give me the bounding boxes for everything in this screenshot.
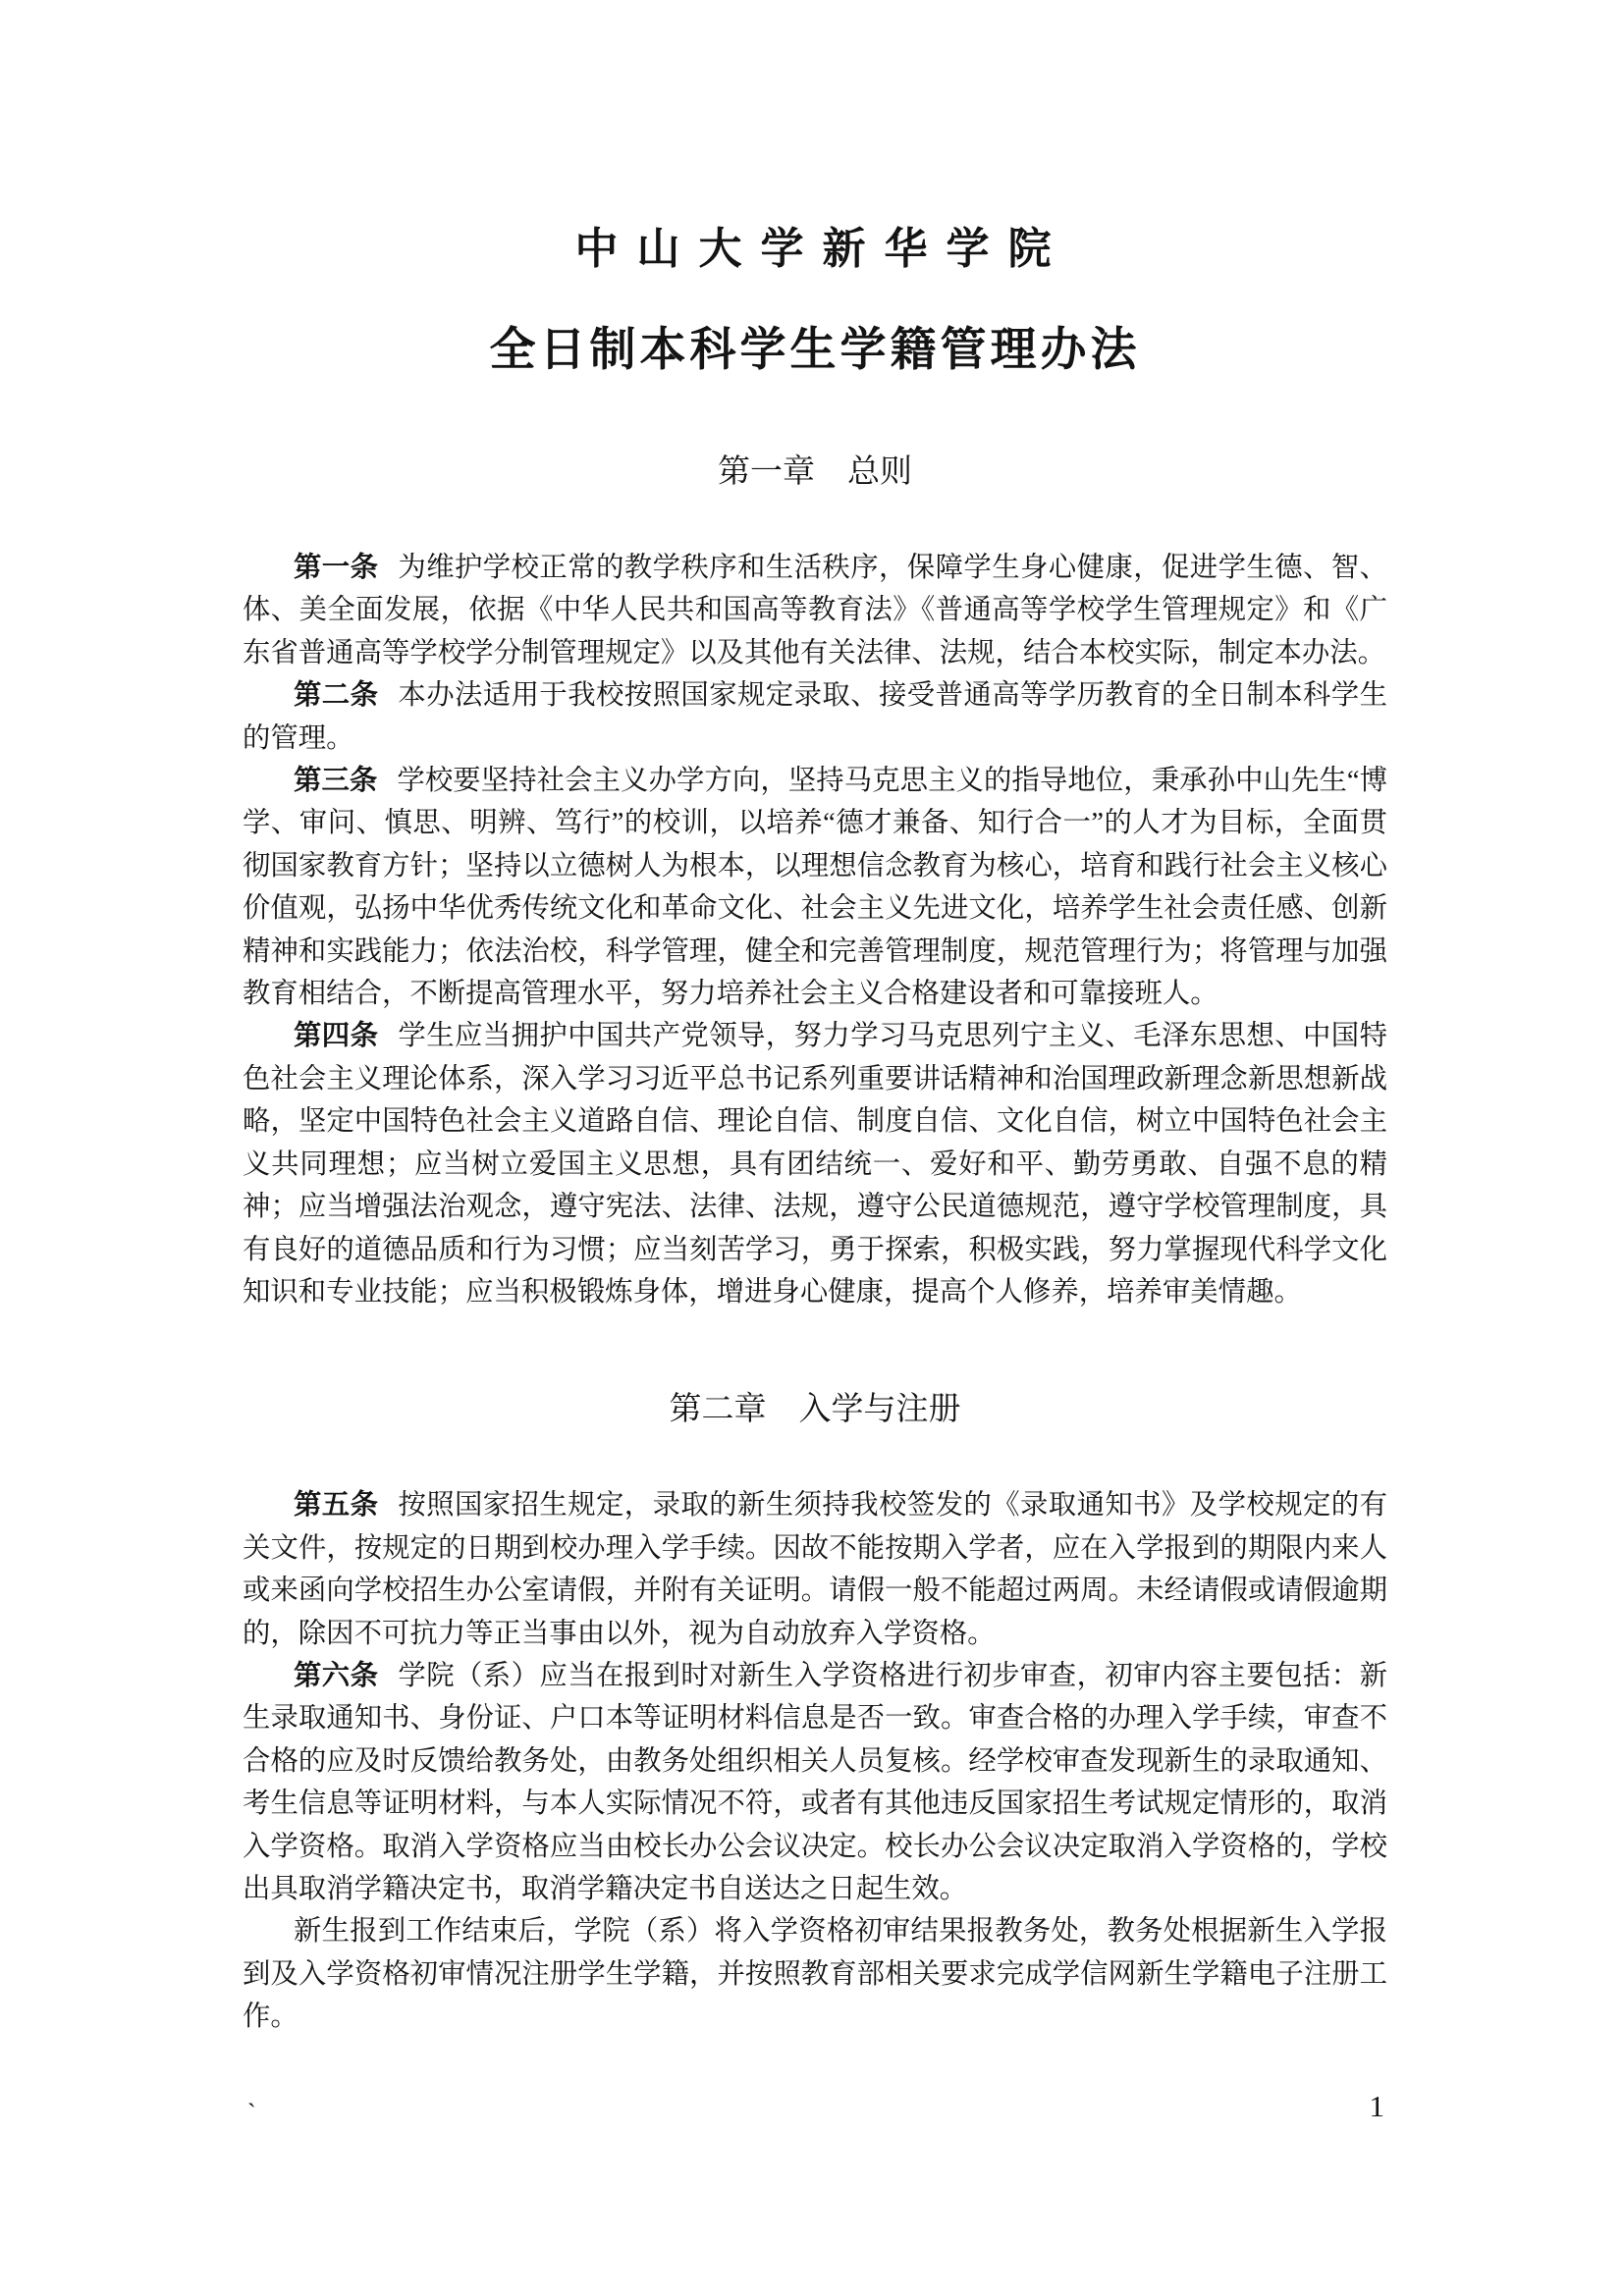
article-1 [243, 547, 1387, 674]
article-5-text: 按照国家招生规定，录取的新生须持我校签发的《录取通知书》及学校规定的有关文件，按规定的日期到校办理入学手续。因故不能按期入学者，应在入学报到的期限内来人或来函向学校招生办公室请假，并附有关证明。请假一般不能超过两周。未经请假或请假逾期的，除因不可抗力等正当事由以外，视为自动放弃入学资格。 [243, 1490, 1387, 1649]
article-2-label: 第二条 [294, 680, 379, 712]
article-3 [243, 760, 1387, 1015]
article-2 [243, 674, 1387, 760]
article-5-label: 第五条 [294, 1490, 379, 1522]
article-7-text: 新生报到工作结束后，学院（系）将入学资格初审结果报教务处，教务处根据新生入学报到及入学资格初审情况注册学生学籍，并按照教育部相关要求完成学信网新生学籍电子注册工作。 [243, 1916, 1387, 2033]
article-7 [243, 1910, 1387, 2038]
article-4-label: 第四条 [294, 1021, 379, 1052]
article-1-label: 第一条 [294, 553, 379, 583]
document-content [243, 0, 1387, 2039]
document-subtitle: 全日制本科学生学籍管理办法 [489, 323, 1141, 375]
article-3-label: 第三条 [294, 766, 378, 797]
article-1-text: 为维护学校正常的教学秩序和生活秩序，保障学生身心健康，促进学生德、智、体、美全面发展，依据《中华人民共和国高等教育法》《普通高等学校学生管理规定》和《广东省普通高等学校学分制管理规定》以及其他有关法律、法规，结合本校实际，制定本办法。 [243, 553, 1387, 668]
chapter-1-heading: 第一章 总则 [718, 454, 912, 490]
page-number: 1 [1369, 2089, 1384, 2123]
stray-scan-mark: ` [247, 2099, 256, 2127]
article-5 [243, 1484, 1387, 1655]
article-4-text: 学生应当拥护中国共产党领导，努力学习马克思列宁主义、毛泽东思想、中国特色社会主义理论体系，深入学习习近平总书记系列重要讲话精神和治国理政新理念新思想新战略，坚定中国特色社会主义道路自信、理论自信、制度自信、文化自信，树立中国特色社会主义共同理想；应当树立爱国主义思想，具有团结统一、爱好和平、勤劳勇敢、自强不息的精神；应当增强法治观念，遵守宪法、法律、法规，遵守公民道德规范，遵守学校管理制度，具有良好的道德品质和行为习惯；应当刻苦学习，勇于探索，积极实践，努力掌握现代科学文化知识和专业技能；应当积极锻炼身体，增进身心健康，提高个人修养，培养审美情趣。 [243, 1021, 1387, 1308]
article-3-text: 学校要坚持社会主义办学方向，坚持马克思主义的指导地位，秉承孙中山先生“博学、审问、慎思、明辨、笃行”的校训，以培养“德才兼备、知行合一”的人才为目标，全面贯彻国家教育方针；坚持以立德树人为根本，以理想信念教育为核心，培育和践行社会主义核心价值观，弘扬中华优秀传统文化和革命文化、社会主义先进文化，培养学生社会责任感、创新精神和实践能力；依法治校，科学管理，健全和完善管理制度，规范管理行为；将管理与加强教育相结合，不断提高管理水平，努力培养社会主义合格建设者和可靠接班人。 [243, 766, 1387, 1010]
article-6-label: 第六条 [294, 1660, 379, 1691]
document-title: 中 山 大 学 新 华 学 院 [574, 225, 1056, 273]
article-2-text: 本办法适用于我校按照国家规定录取、接受普通高等学历教育的全日制本科学生的管理。 [243, 680, 1387, 754]
article-6-text: 学院（系）应当在报到时对新生入学资格进行初步审查，初审内容主要包括：新生录取通知书、身份证、户口本等证明材料信息是否一致。审查合格的办理入学手续，审查不合格的应及时反馈给教务处，由教务处组织相关人员复核。经学校审查发现新生的录取通知、考生信息等证明材料，与本人实际情况不符，或者有其他违反国家招生考试规定情形的，取消入学资格。取消入学资格应当由校长办公会议决定。校长办公会议决定取消入学资格的，学校出具取消学籍决定书，取消学籍决定书自送达之日起生效。 [243, 1660, 1387, 1904]
article-4 [243, 1015, 1387, 1313]
article-6 [243, 1655, 1387, 1910]
chapter-2-heading: 第二章 入学与注册 [669, 1392, 961, 1428]
